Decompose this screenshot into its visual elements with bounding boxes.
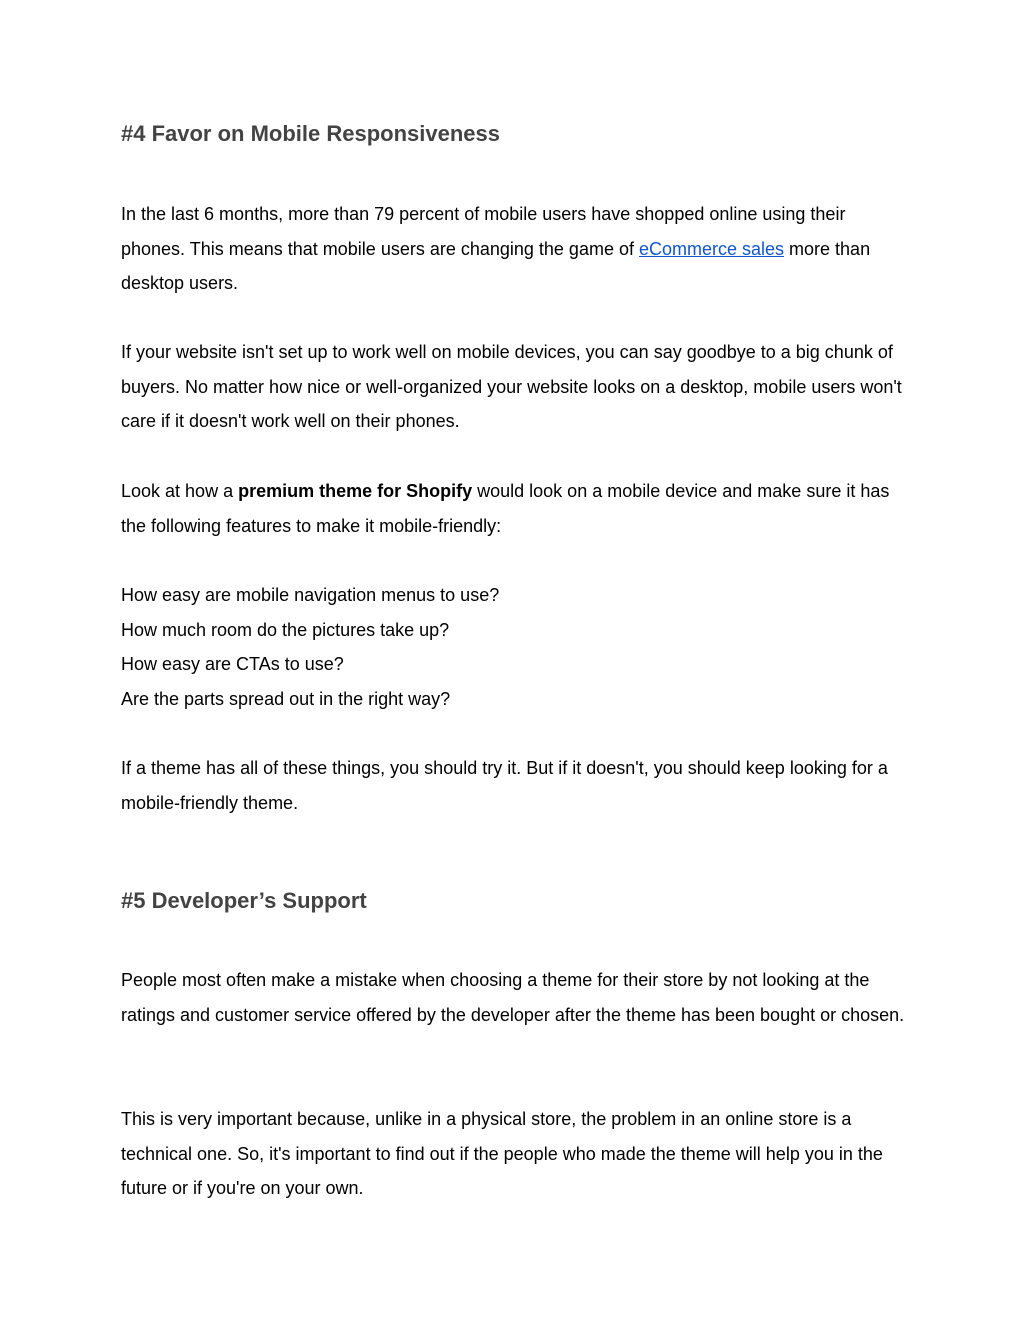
text-span: Look at how a bbox=[121, 481, 239, 501]
text-span: more than desktop users. bbox=[121, 238, 871, 294]
section-4 bbox=[121, 120, 911, 148]
text-span: In the last 6 months, more than 79 percent of mobile users have shopped online using their phones. This means that mobile users are changing the game of bbox=[121, 204, 846, 259]
section-heading: #4 Favor on Mobile Responsiveness bbox=[121, 121, 501, 146]
paragraph bbox=[121, 474, 911, 543]
section-5 bbox=[121, 887, 911, 915]
paragraph-text: If your website isn't set up to work well on mobile devices, you can say goodbye to a big chunk of buyers. No matter how nice or well-organized your website looks on a desktop, mobile users won't care if it doesn't work well on their phones. bbox=[121, 342, 902, 432]
paragraph-text: People most often make a mistake when choosing a theme for their store by not looking at the ratings and customer service offered by the developer after the theme has been bought or chosen. bbox=[121, 970, 905, 1025]
bold-phrase: premium theme for Shopify bbox=[238, 481, 473, 501]
question-line: How much room do the pictures take up? bbox=[121, 619, 450, 640]
question-line: Are the parts spread out in the right way? bbox=[121, 689, 451, 710]
paragraph bbox=[121, 963, 911, 1032]
paragraph-text bbox=[121, 474, 911, 543]
paragraph bbox=[121, 751, 911, 820]
paragraph bbox=[121, 335, 911, 439]
question-line: How easy are mobile navigation menus to use? bbox=[121, 585, 500, 605]
text-span: would look on a mobile device and make sure it has the following features to make it mobile-friendly: bbox=[121, 481, 890, 536]
ecommerce-sales-link[interactable]: eCommerce sales bbox=[638, 238, 785, 259]
paragraph-text: If a theme has all of these things, you should try it. But if it doesn't, you should keep looking for a mobile-friendly theme. bbox=[121, 758, 888, 813]
paragraph-text bbox=[121, 197, 911, 301]
question-line: How easy are CTAs to use? bbox=[121, 654, 344, 675]
paragraph bbox=[121, 197, 911, 301]
paragraph bbox=[121, 1102, 911, 1206]
section-heading: #5 Developer’s Support bbox=[121, 888, 367, 913]
question-list bbox=[121, 578, 911, 717]
paragraph-text: This is very important because, unlike in a physical store, the problem in an online store is a technical one. So, it's important to find out if the people who made the theme will help you in the future or if you're on your own. bbox=[121, 1109, 883, 1199]
